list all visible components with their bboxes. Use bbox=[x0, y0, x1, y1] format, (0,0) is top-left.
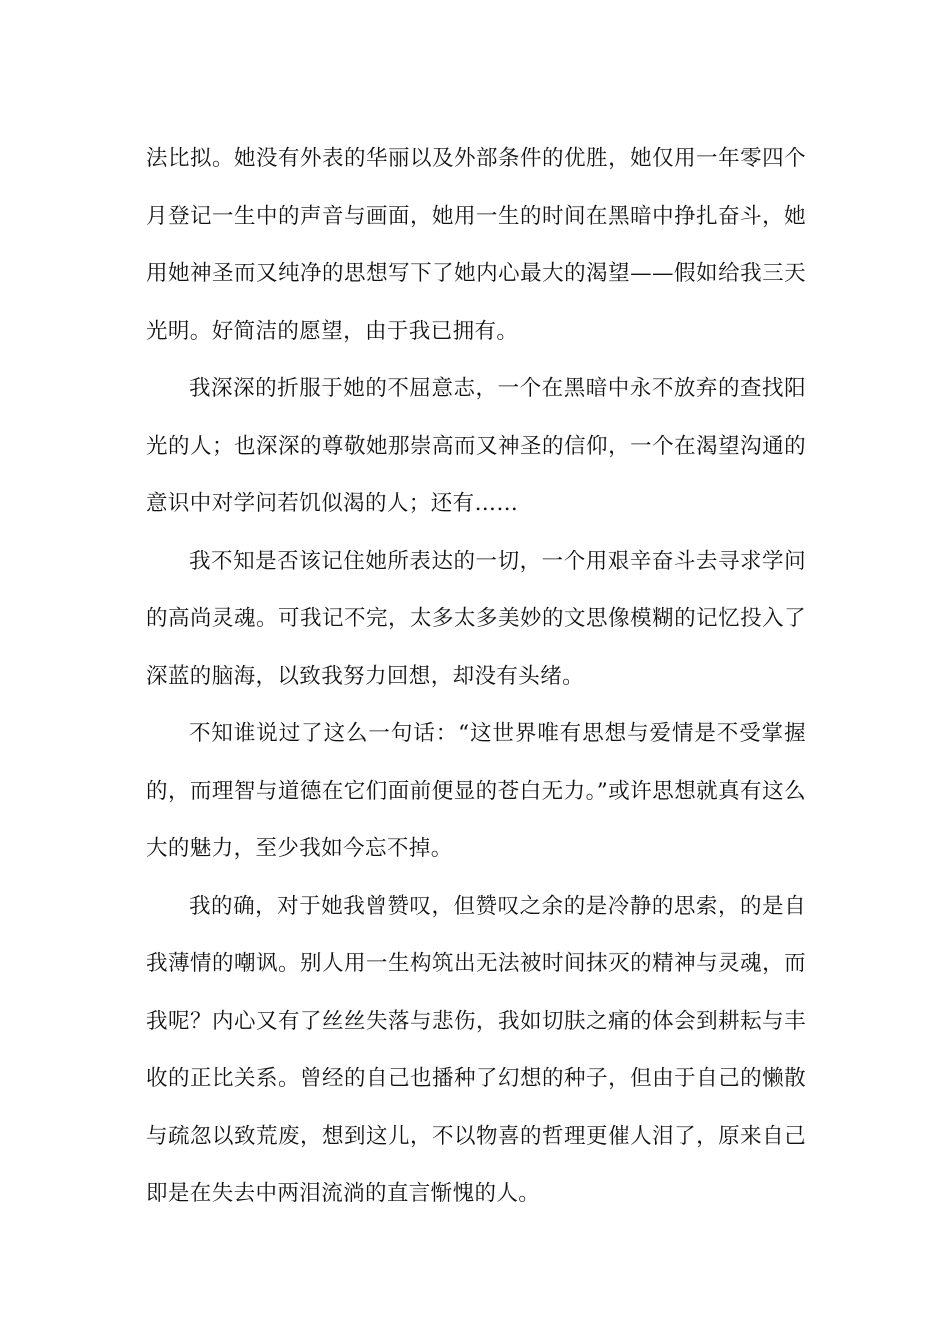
paragraph-5: 我的确，对于她我曾赞叹，但赞叹之余的是冷静的思索，的是自我薄情的嘲讽。别人用一生构筑出无法被时间抹灭的精神与灵魂，而我呢？内心又有了丝丝失落与悲伤，我如切肤之痛的体会到耕耘与丰收的正比关系。曾经的自己也播种了幻想的种子，但由于自己的懒散与疏忽以致荒废，想到这儿，不以物喜的哲理更催人泪了，原来自己即是在失去中两泪流淌的直言惭愧的人。 bbox=[146, 893, 806, 1206]
paragraph-1: 法比拟。她没有外表的华丽以及外部条件的优胜，她仅用一年零四个月登记一生中的声音与画面，她用一生的时间在黑暗中挣扎奋斗，她用她神圣而又纯净的思想写下了她内心最大的渴望——假如给我三天光明。好简洁的愿望，由于我已拥有。 bbox=[146, 146, 806, 344]
paragraph-4: 不知谁说过了这么一句话：“这世界唯有思想与爱情是不受掌握的，而理智与道德在它们面前便显的苍白无力。”或许思想就真有这么大的魅力，至少我如今忘不掉。 bbox=[146, 721, 806, 861]
paragraph-2: 我深深的折服于她的不屈意志，一个在黑暗中永不放弃的查找阳光的人；也深深的尊敬她那崇高而又神圣的信仰，一个在渴望沟通的意识中对学问若饥似渴的人；还有…… bbox=[146, 376, 806, 516]
document-body bbox=[146, 130, 806, 1223]
paragraph-3: 我不知是否该记住她所表达的一切，一个用艰辛奋斗去寻求学问的高尚灵魂。可我记不完，太多太多美妙的文思像模糊的记忆投入了深蓝的脑海，以致我努力回想，却没有头绪。 bbox=[146, 548, 806, 689]
